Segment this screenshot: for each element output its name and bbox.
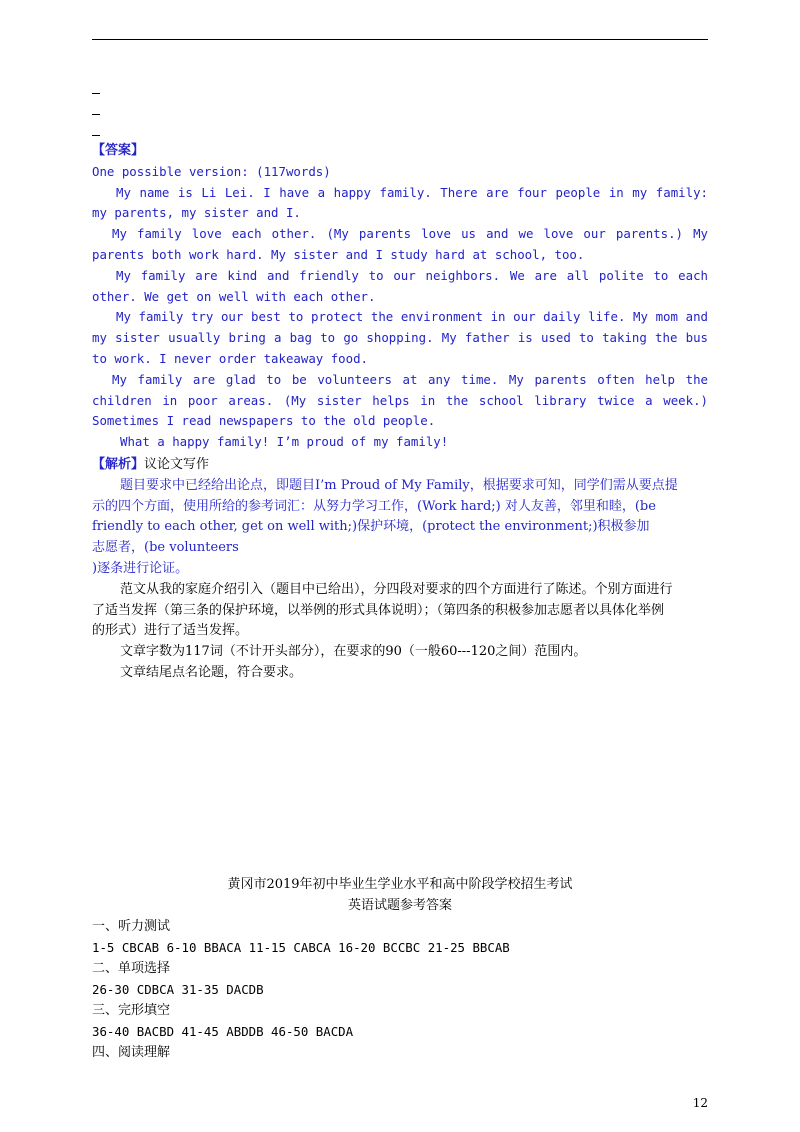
header-rule [92, 39, 708, 40]
analysis-body-2 [92, 580, 708, 684]
key-subtitle: 英语试题参考答案 [347, 898, 452, 913]
analysis-line: 范文从我的家庭介绍引入（题目中已给出），分四段对要求的四个方面进行了陈述。个别方面进行 [120, 581, 673, 597]
key-title: 黄冈市2019年初中毕业生学业水平和高中阶段学校招生考试 [227, 877, 573, 892]
section-answers: 26-30 CDBCA 31-35 DACDB [92, 982, 264, 997]
essay-intro: One possible version: (117words) [92, 163, 331, 179]
analysis-line: 的形式）进行了适当发挥。 [92, 623, 249, 639]
blank-line-1 [92, 93, 100, 94]
blank-line-2 [92, 114, 100, 115]
analysis-line: 了适当发挥（第三条的保护环境，以举例的形式具体说明）；（第四条的积极参加志愿者以具体化举例 [92, 602, 665, 618]
analysis-line: )逐条进行论证。 [92, 560, 189, 576]
analysis-label: 【解析】 [92, 457, 145, 472]
essay-paragraph: My family are kind and friendly to our neighbors. We are all polite to each other. We get on well with each other. [92, 267, 708, 304]
essay-paragraph: My name is Li Lei. I have a happy family. There are four people in my family: my parents, my sister and I. [92, 184, 708, 221]
section-answers: 1-5 CBCAB 6-10 BBACA 11-15 CABCA 16-20 BCCBC 21-25 BBCAB [92, 940, 510, 955]
page-number: 12 [692, 1096, 708, 1110]
analysis-line: friendly to each other, get on well with;)保护环境，(protect the environment;)积极参加 [92, 519, 650, 535]
analysis-line: 题目要求中已经给出论点，即题目I’m Proud of My Family，根据要求可知，同学们需从要点提 [120, 477, 678, 493]
essay-paragraph: My family try our best to protect the environment in our daily life. My mom and my sister usually bring a bag to go shopping. My father is used to taking the bus to work. I never order takeaway food. [92, 309, 708, 366]
answer-section [92, 141, 708, 453]
answer-key [92, 874, 708, 1063]
essay [92, 162, 708, 453]
blank-line-3 [92, 135, 100, 136]
answer-label: 【答案】 [92, 143, 145, 158]
essay-paragraph: What a happy family! I’m proud of my family! [120, 434, 449, 450]
essay-paragraph: My family are glad to be volunteers at any time. My parents often help the children in poor areas. (My sister helps in the school library twice a week.) Sometimes I read newspapers to the old people. [92, 371, 708, 429]
analysis-body [92, 476, 708, 580]
analysis-section [92, 455, 708, 684]
section-heading: 二、单项选择 [92, 961, 171, 976]
section-heading: 一、听力测试 [92, 919, 171, 934]
analysis-line: 示的四个方面，使用所给的参考词汇：从努力学习工作，(Work hard;) 对人友善，邻里和睦，(be [92, 498, 656, 514]
section-answers: 36-40 BACBD 41-45 ABDDB 46-50 BACDA [92, 1024, 354, 1039]
analysis-type: 议论文写作 [144, 457, 210, 472]
section-heading: 四、阅读理解 [92, 1045, 171, 1060]
analysis-line: 文章结尾点名论题，符合要求。 [120, 664, 303, 680]
analysis-line: 志愿者，(be volunteers [92, 540, 239, 556]
essay-paragraph: My family love each other. (My parents love us and we love our parents.) My parents both work hard. My sister and I study hard at school, too. [92, 226, 708, 262]
analysis-line: 文章字数为117词（不计开头部分），在要求的90（一般60---120之间）范围内。 [120, 644, 587, 660]
section-heading: 三、完形填空 [92, 1003, 171, 1018]
